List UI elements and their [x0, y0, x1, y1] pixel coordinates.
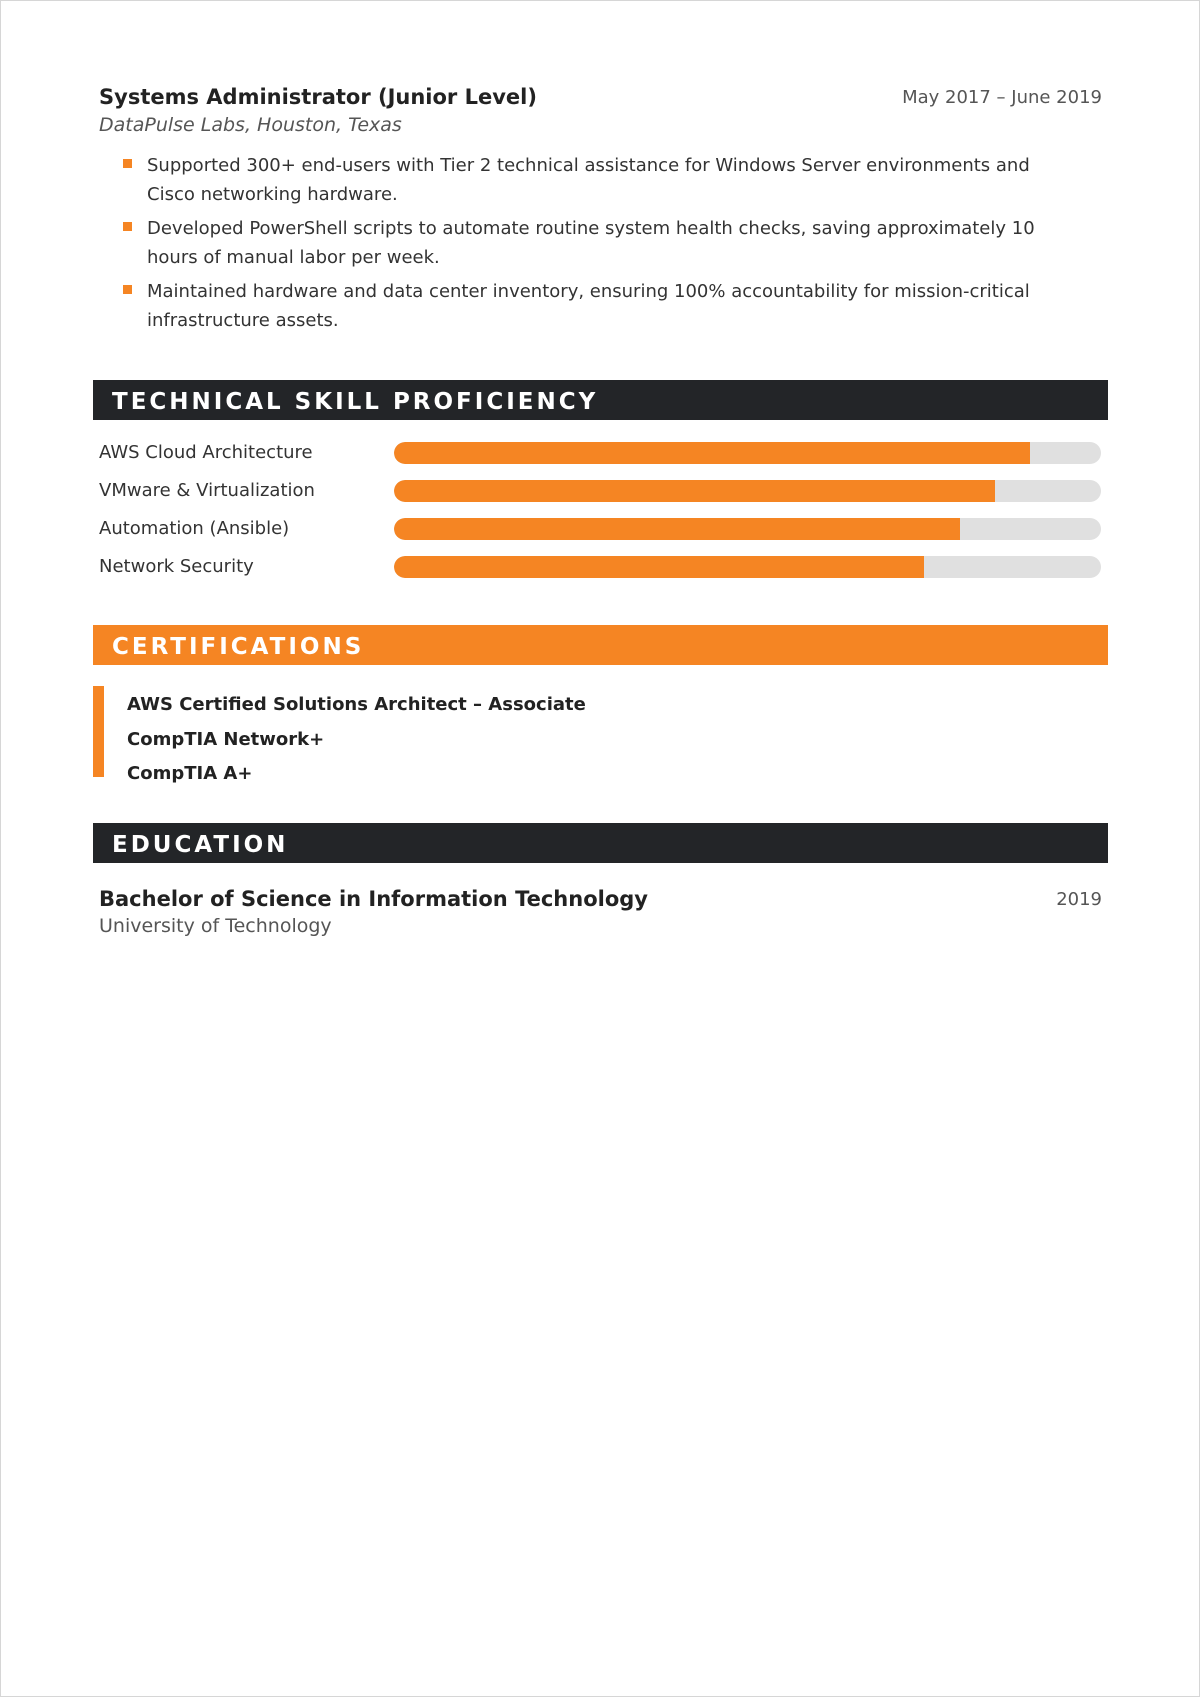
- job-bullets: [121, 151, 1081, 340]
- skill-bar-track: [394, 518, 1101, 540]
- skill-bar-fill: [394, 442, 1030, 464]
- job-bullet: [121, 151, 1081, 209]
- square-bullet-icon: [123, 159, 132, 168]
- cert-item: AWS Certified Solutions Architect – Associate: [127, 694, 586, 715]
- certifications-list: [127, 688, 586, 792]
- job-title: Systems Administrator (Junior Level): [99, 85, 537, 109]
- skill-row: [99, 555, 1102, 593]
- skill-label: Network Security: [99, 556, 254, 577]
- skill-row: [99, 479, 1102, 517]
- education-year: 2019: [1056, 889, 1102, 910]
- job-bullet: [121, 214, 1081, 272]
- job-header: [99, 85, 1102, 115]
- certifications-block: [93, 686, 1093, 784]
- education-school: University of Technology: [99, 915, 332, 937]
- cert-item: CompTIA A+: [127, 763, 253, 784]
- skill-label: Automation (Ansible): [99, 518, 290, 539]
- job-bullet: [121, 277, 1081, 335]
- square-bullet-icon: [123, 222, 132, 231]
- square-bullet-icon: [123, 285, 132, 294]
- education-degree: Bachelor of Science in Information Technology: [99, 887, 648, 911]
- cert-item: CompTIA Network+: [127, 728, 325, 750]
- job-dates: May 2017 – June 2019: [902, 87, 1102, 108]
- skill-bar-track: [394, 556, 1101, 578]
- skill-label: AWS Cloud Architecture: [99, 442, 313, 463]
- job-bullet-text: Supported 300+ end-users with Tier 2 technical assistance for Windows Server environments and Cisco networking hardware.: [147, 155, 1030, 205]
- job-company: DataPulse Labs, Houston, Texas: [99, 114, 402, 136]
- skill-bar-fill: [394, 480, 995, 502]
- skill-bar-track: [394, 442, 1101, 464]
- education-section-heading: EDUCATION: [93, 823, 1108, 863]
- skill-label: VMware & Virtualization: [99, 480, 315, 501]
- skill-bar-track: [394, 480, 1101, 502]
- education-header: [99, 887, 1102, 917]
- skill-bar-fill: [394, 556, 924, 578]
- certifications-section-heading: CERTIFICATIONS: [93, 625, 1108, 665]
- job-bullet-text: Maintained hardware and data center inventory, ensuring 100% accountability for mission-critical infrastructure assets.: [147, 281, 1030, 331]
- skills-section-heading: TECHNICAL SKILL PROFICIENCY: [93, 380, 1108, 420]
- job-bullet-text: Developed PowerShell scripts to automate routine system health checks, saving approximately 10 hours of manual labor per week.: [147, 218, 1035, 268]
- skills-list: [99, 441, 1102, 593]
- skill-row: [99, 517, 1102, 555]
- skill-bar-fill: [394, 518, 960, 540]
- cert-accent-bar: [93, 686, 104, 777]
- skill-row: [99, 441, 1102, 479]
